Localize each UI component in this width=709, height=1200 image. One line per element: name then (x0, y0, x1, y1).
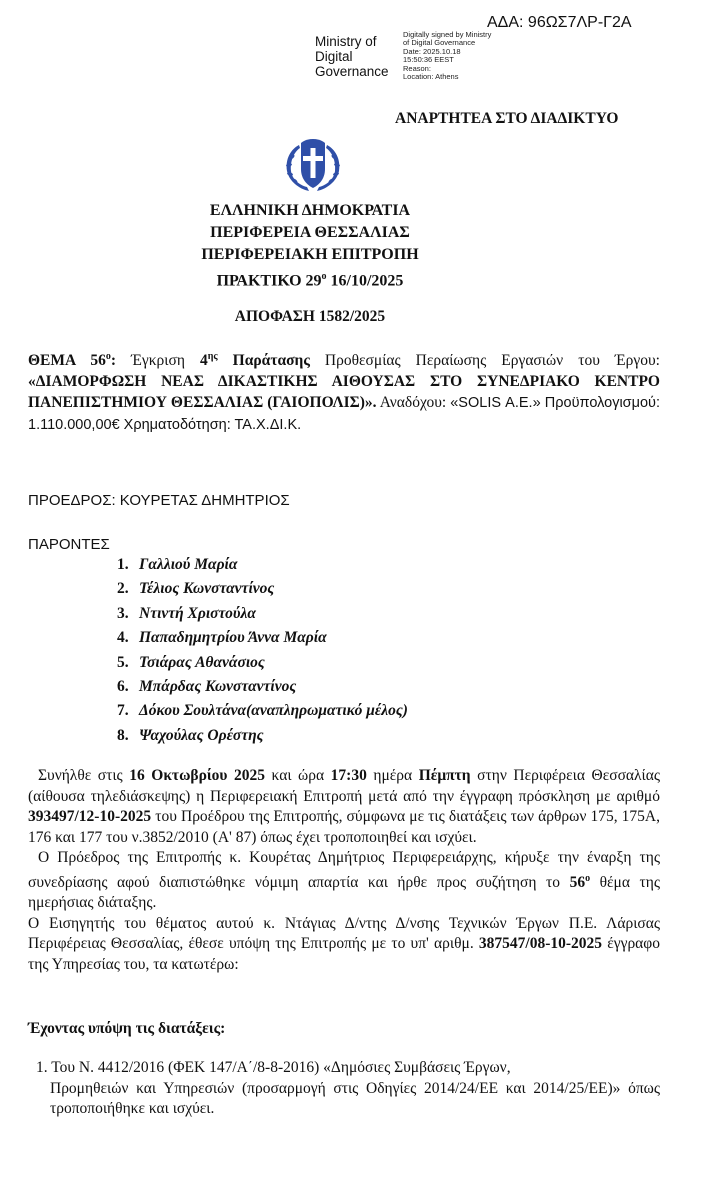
signature-detail-line: Date: 2025.10.18 (403, 46, 461, 56)
members-list (117, 553, 408, 748)
decision-number: ΑΠΟΦΑΣΗ 1582/2025 (234, 308, 386, 325)
member-item: 1. Γαλλιού Μαρία (117, 556, 238, 573)
ada-code: ΑΔΑ: 96ΩΣ7ΛΡ-Γ2Α (487, 14, 632, 31)
header-committee: ΠΕΡΙΦΕΡΕΙΑΚΗ ΕΠΙΤΡΟΠΗ (201, 246, 419, 263)
document-header (0, 200, 620, 292)
signature-org-line: Digital (315, 49, 353, 64)
signature-detail-line: of Digital Governance (403, 38, 476, 48)
president-line: ΠΡΟΕΔΡΟΣ: ΚΟΥΡΕΤΑΣ ΔΗΜΗΤΡΙΟΣ (28, 492, 290, 509)
signature-detail-line: Reason: (403, 63, 431, 73)
provisions-heading: Έχοντας υπόψη τις διατάξεις: (28, 1020, 226, 1037)
member-item: 5. Τσιάρας Αθανάσιος (117, 653, 265, 671)
minutes-body (28, 766, 660, 975)
project-title: «ΔΙΑΜΟΡΦΩΣΗ ΝΕΑΣ ΔΙΚΑΣΤΙΚΗΣ ΑΙΘΟΥΣΑΣ ΣΤΟ ΣΥΝΕΔΡΙΑΚΟ ΚΕΝΤΡΟ ΠΑΝΕΠΙΣΤΗΜΙΟΥ ΘΕΣΣΑΛΙΑΣ (ΓΑΙΟΠΟΛΙΣ)». (28, 373, 660, 412)
signature-details (403, 31, 491, 81)
member-item: 7. Δόκου Σουλτάνα(αναπληρωματικό μέλος) (117, 702, 408, 720)
signature-detail-line: Digitally signed by Ministry (403, 30, 492, 39)
member-item: 2. Τέλιος Κωνσταντίνος (117, 580, 275, 598)
provision-item: 1. Του Ν. 4412/2016 (ΦΕΚ 147/Α΄/8-8-2016) «Δημόσιες Συμβάσεις Έργων, Προμηθειών και Υπηρεσιών (προσαρμογή στις Οδηγίες 2014/24/ΕΕ και 2014/25/ΕΕ)» όπως τροποποιήθηκε και ισχύει. (36, 1059, 660, 1117)
member-item: 3. Ντιντή Χριστούλα (117, 604, 256, 622)
member-item: 4. Παπαδημητρίου Άννα Μαρία (117, 629, 327, 647)
signature-org-line: Ministry of (315, 34, 377, 49)
signature-org-line: Governance (315, 64, 389, 79)
contractor-budget: «SOLIS Α.Ε.» Προϋπολογισμού: 1.110.000,00€ Χρηματοδότηση: ΤΑ.Χ.ΔΙ.Κ. (28, 395, 660, 434)
president-opening-paragraph: Ο Πρόεδρος της Επιτροπής κ. Κουρέτας Δημήτριος Περιφερειάρχης, κήρυξε την έναρξη της συνεδρίασης αφού διαπιστώθηκε νόμιμη απαρτία και ήρθε προς συζήτηση το $56^o$ θέμα της ημερήσιας διάταξης. (28, 849, 660, 912)
web-post-notice: ΑΝΑΡΤΗΤΕΑ ΣΤΟ ΔΙΑΔΙΚΤΥΟ (395, 110, 619, 127)
header-republic: ΕΛΛΗΝΙΚΗ ΔΗΜΟΚΡΑΤΙΑ (209, 202, 411, 219)
present-members-label: ΠΑΡΟΝΤΕΣ (28, 536, 110, 553)
signature-detail-line: 15:50:36 EEST (403, 55, 454, 65)
member-item: 8. Ψαχούλας Ορέστης (117, 726, 264, 744)
greek-coat-of-arms-icon (279, 135, 347, 195)
subject-paragraph: ΘΕΜΑ $56^o$: Έγκριση $4^{\eta\varsigma}$ Παράτασης Προθεσμίας Περαίωσης Εργασιών του Έργου: «ΔΙΑΜΟΡΦΩΣΗ ΝΕΑΣ ΔΙΚΑΣΤΙΚΗΣ ΑΙΘΟΥΣΑΣ ΣΤΟ ΣΥΝΕΔΡΙΑΚΟ ΚΕΝΤΡΟ ΠΑΝΕΠΙΣΤΗΜΙΟΥ ΘΕΣΣΑΛΙΑΣ (ΓΑΙΟΠΟΛΙΣ)». Αναδόχου: «SOLIS Α.Ε.» Προϋπολογισμού: 1.110.000,00€ Χρηματοδότηση: ΤΑ.Χ.ΔΙ.Κ. (28, 351, 660, 434)
rapporteur-paragraph: Ο Εισηγητής του θέματος αυτού κ. Ντάγιας Δ/ντης Δ/νσης Τεχνικών Έργων Π.Ε. Λάρισας Περιφέρειας Θεσσαλίας, έθεσε υπόψη της Επιτροπής με το υπ' αριθμ. 387547/08-10-2025 έγγραφο της Υπηρεσίας του, τα κατωτέρω: (28, 914, 660, 973)
member-item: 6. Μπάρδας Κωνσταντίνος (117, 677, 297, 695)
meeting-paragraph: Συνήλθε στις 16 Οκτωβρίου 2025 και ώρα 17:30 ημέρα Πέμπτη στην Περιφέρεια Θεσσαλίας (αίθουσα τηλεδιάσκεψης) η Περιφερειακή Επιτροπή μετά από την έγγραφη πρόσκληση με αριθμό 393497/12-10-2025 του Προέδρου της Επιτροπής, σύμφωνα με τις διατάξεις των άρθρων 175, 175Α, 176 και 177 του ν.3852/2010 (Α' 87) όπως έχει τροποποιηθεί και ισχύει. (28, 767, 660, 846)
header-region: ΠΕΡΙΦΕΡΕΙΑ ΘΕΣΣΑΛΙΑΣ (210, 224, 410, 241)
signature-organization (315, 34, 389, 79)
signature-detail-line: Location: Athens (403, 72, 459, 82)
header-minutes: ΠΡΑΚΤΙΚΟ $29^o$ 16/10/2025 (216, 271, 404, 290)
